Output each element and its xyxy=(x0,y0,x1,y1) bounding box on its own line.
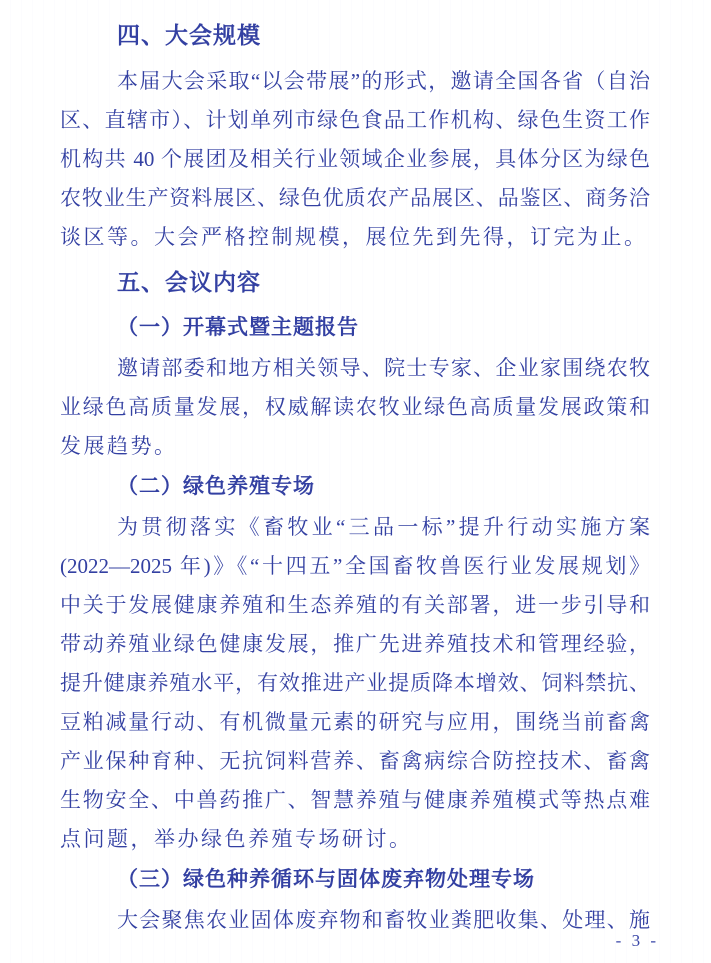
text-line: 产业保种育种、无抗饲料营养、畜禽病综合防控技术、畜禽 xyxy=(60,749,650,773)
text-line: 农牧业生产资料展区、绿色优质农产品展区、品鉴区、商务洽 xyxy=(60,186,650,210)
text-line: 带动养殖业绿色健康发展，推广先进养殖技术和管理经验， xyxy=(60,632,650,656)
text-line: 机构共 40 个展团及相关行业领域企业参展，具体分区为绿色 xyxy=(60,147,650,171)
text-line: 提升健康养殖水平，有效推进产业提质降本增效、饲料禁抗、 xyxy=(60,671,650,695)
paragraph-circular xyxy=(60,901,650,940)
text-line: 为贯彻落实《畜牧业“三品一标”提升行动实施方案 xyxy=(117,515,650,539)
text-line: 本届大会采取“以会带展”的形式，邀请全国各省（自治 xyxy=(117,69,650,93)
subheading-green-breeding: （二）绿色养殖专场 xyxy=(117,474,315,498)
page-number: - 3 - xyxy=(615,931,659,950)
text-line: 发展趋势。 xyxy=(60,434,178,458)
section-heading-5: 五、会议内容 xyxy=(117,269,261,295)
paragraph-scale xyxy=(60,62,650,257)
text-line: 生物安全、中兽药推广、智慧养殖与健康养殖模式等热点难 xyxy=(60,788,650,812)
paragraph-breeding xyxy=(60,508,650,859)
text-line: 点问题，举办绿色养殖专场研讨。 xyxy=(60,827,413,851)
subheading-circular-waste: （三）绿色种养循环与固体废弃物处理专场 xyxy=(117,867,535,891)
text-line: 大会聚焦农业固体废弃物和畜牧业粪肥收集、处理、施 xyxy=(117,908,650,932)
text-line: 中关于发展健康养殖和生态养殖的有关部署，进一步引导和 xyxy=(60,593,650,617)
text-line: 谈区等。大会严格控制规模，展位先到先得，订完为止。 xyxy=(60,225,648,249)
paragraph-opening xyxy=(60,349,650,466)
subheading-opening-ceremony: （一）开幕式暨主题报告 xyxy=(117,315,359,339)
text-line: 豆粕减量行动、有机微量元素的研究与应用，围绕当前畜禽 xyxy=(60,710,650,734)
text-line: 邀请部委和地方相关领导、院士专家、企业家围绕农牧 xyxy=(117,356,650,380)
text-line: 业绿色高质量发展，权威解读农牧业绿色高质量发展政策和 xyxy=(60,395,650,419)
section-heading-4: 四、大会规模 xyxy=(117,22,261,48)
text-line: 区、直辖市）、计划单列市绿色食品工作机构、绿色生资工作 xyxy=(60,108,650,132)
text-line: (2022—2025 年)》《“十四五”全国畜牧兽医行业发展规划》 xyxy=(60,554,650,578)
